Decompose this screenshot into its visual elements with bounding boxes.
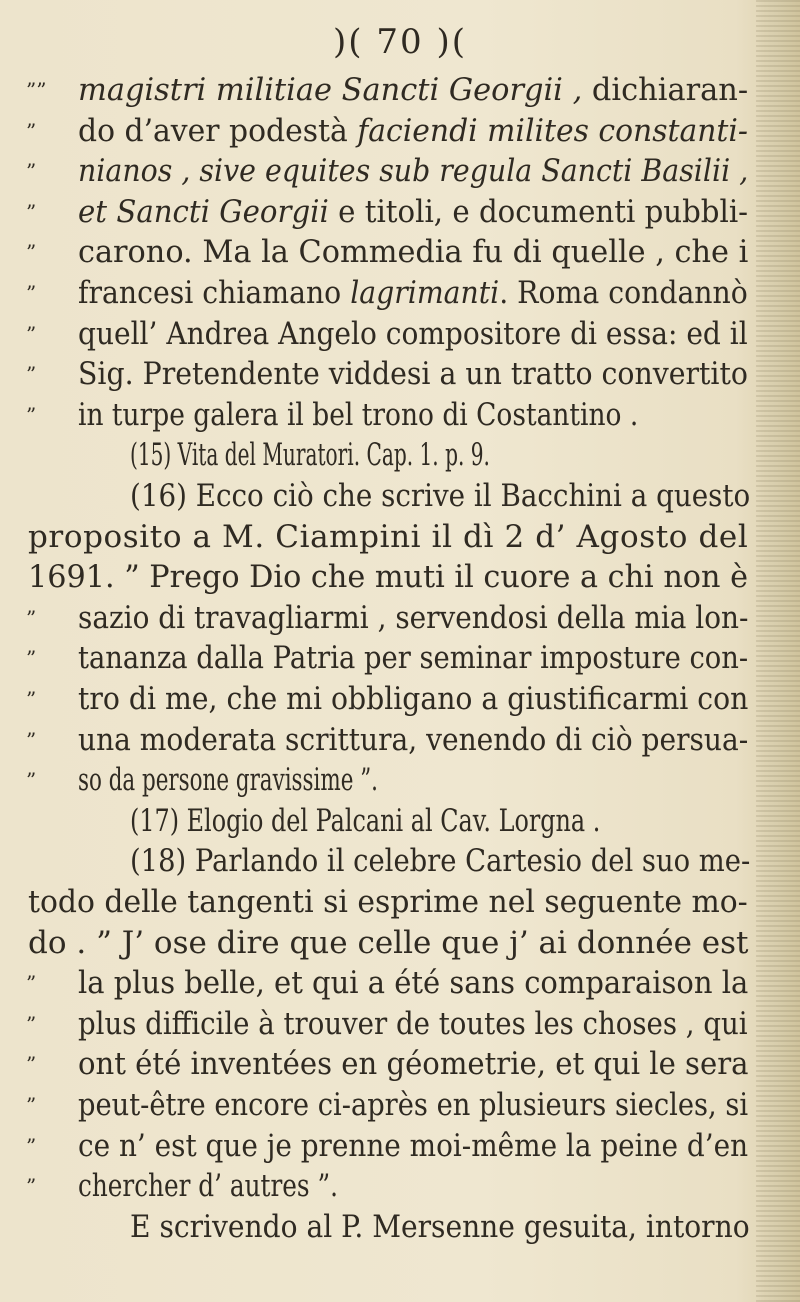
text-segment: tananza dalla Patria per seminar imposture con- — [78, 640, 749, 677]
quote-mark: ” — [26, 402, 37, 427]
text-segment: (16) Ecco ciò che scrive il Bacchini a questo — [130, 478, 751, 514]
text-segment: ont été inventées en géometrie, et qui le sera — [78, 1046, 749, 1083]
text-segment: E scrivendo al P. Mersenne gesuita, intorno — [130, 1208, 750, 1245]
text-line — [78, 314, 748, 354]
page-header: )( 70 )( — [333, 22, 467, 62]
quote-mark: ” — [26, 118, 37, 143]
quote-mark: ”” — [26, 78, 47, 102]
text-segment: francesi chiamano — [78, 275, 351, 311]
text-segment: (15) Vita del Muratori. Cap. 1. p. 9. — [130, 437, 490, 474]
text-line — [78, 638, 748, 678]
text-segment: do . ” J’ ose dire que celle que j’ ai donnée est — [28, 924, 749, 961]
text-line — [78, 232, 748, 272]
text-segment: plus difficile à trouver de toutes les choses , qui — [78, 1005, 748, 1042]
text-segment: la plus belle, et qui a été sans comparaison la — [78, 965, 749, 1002]
quote-mark: ” — [26, 1133, 37, 1158]
text-segment: magistri militiae Sancti Georgii , — [78, 72, 592, 108]
text-line — [78, 1004, 748, 1044]
text-line — [130, 801, 600, 841]
text-line — [78, 273, 748, 313]
text-segment: in turpe galera il bel trono di Costantino . — [78, 396, 639, 433]
text-segment: . Roma condannò — [499, 275, 748, 311]
text-segment: do d’aver podestà — [78, 112, 358, 149]
quote-mark: ” — [26, 281, 37, 305]
text-line — [28, 517, 748, 557]
text-line — [28, 923, 748, 963]
text-line — [78, 720, 748, 760]
text-line — [78, 679, 748, 719]
text-segment: et Sancti Georgii — [78, 193, 339, 230]
text-segment: carono. Ma la Commedia fu di quelle , che i — [78, 234, 749, 271]
quote-mark: ” — [26, 646, 37, 671]
text-segment: (17) Elogio del Palcani al Cav. Lorgna . — [130, 802, 601, 839]
quote-mark: ” — [26, 1011, 37, 1036]
text-line — [78, 70, 748, 110]
text-segment: faciendi milites constanti- — [357, 112, 748, 149]
text-segment: e titoli, e documenti pubbli- — [338, 193, 749, 230]
text-line — [78, 1166, 338, 1206]
quote-mark: ” — [26, 605, 37, 630]
quote-mark: ” — [26, 240, 37, 265]
text-line — [78, 111, 748, 151]
text-segment: lagrimanti — [350, 275, 500, 311]
text-segment: (18) Parlando il celebre Cartesio del suo me- — [130, 843, 751, 880]
quote-mark: ” — [26, 199, 37, 224]
text-segment: Sig. Pretendente viddesi a un tratto convertito — [78, 356, 748, 393]
text-segment: peut-être encore ci-après en plusieurs siecles, si — [78, 1087, 749, 1123]
text-line — [78, 354, 748, 394]
text-line — [78, 963, 748, 1003]
text-line — [130, 476, 750, 516]
text-segment: proposito a M. Ciampini il dì 2 d’ Agosto del — [28, 518, 749, 555]
quote-mark: ” — [26, 1093, 37, 1117]
quote-mark: ” — [26, 687, 37, 711]
text-segment: quell’ Andrea Angelo compositore di essa: ed il — [78, 315, 748, 352]
text-segment: ce n’ est que je prenne moi-même la peine d’en — [78, 1127, 749, 1164]
text-line — [78, 1085, 748, 1125]
text-segment: sazio di travagliarmi , servendosi della mia lon- — [78, 599, 749, 636]
text-segment: so da persone gravissime ”. — [78, 762, 378, 799]
quote-mark: ” — [26, 727, 37, 752]
quote-mark: ” — [26, 321, 37, 346]
text-segment: dichiaran- — [591, 72, 749, 108]
page-edge-shadow — [756, 0, 800, 1302]
text-segment: tro di me, che mi obbligano a giustificarmi con — [78, 681, 749, 717]
text-segment: todo delle tangenti si esprime nel seguente mo- — [28, 884, 748, 920]
quote-mark: ” — [26, 362, 37, 387]
text-segment: nianos , sive equites sub regula Sancti Basilii , — [78, 153, 749, 190]
text-line — [78, 395, 638, 435]
text-line — [78, 192, 748, 232]
quote-mark: ” — [26, 971, 37, 996]
quote-mark: ” — [26, 159, 37, 184]
text-line — [130, 435, 490, 475]
text-line — [78, 151, 748, 191]
text-segment: 1691. ” Prego Dio che muti il cuore a chi non è — [28, 559, 749, 596]
text-segment: chercher d’ autres ”. — [78, 1168, 338, 1205]
text-segment: una moderata scrittura, venendo di ciò persua- — [78, 721, 749, 758]
quote-mark: ” — [26, 1052, 37, 1077]
text-line — [78, 1126, 748, 1166]
text-line — [78, 598, 748, 638]
text-line — [78, 760, 378, 800]
text-line — [130, 1207, 750, 1247]
text-line — [28, 882, 748, 922]
text-line — [78, 1044, 748, 1084]
text-line — [130, 841, 750, 881]
quote-mark: ” — [26, 768, 37, 793]
quote-mark: ” — [26, 1174, 37, 1199]
text-line — [28, 557, 748, 597]
